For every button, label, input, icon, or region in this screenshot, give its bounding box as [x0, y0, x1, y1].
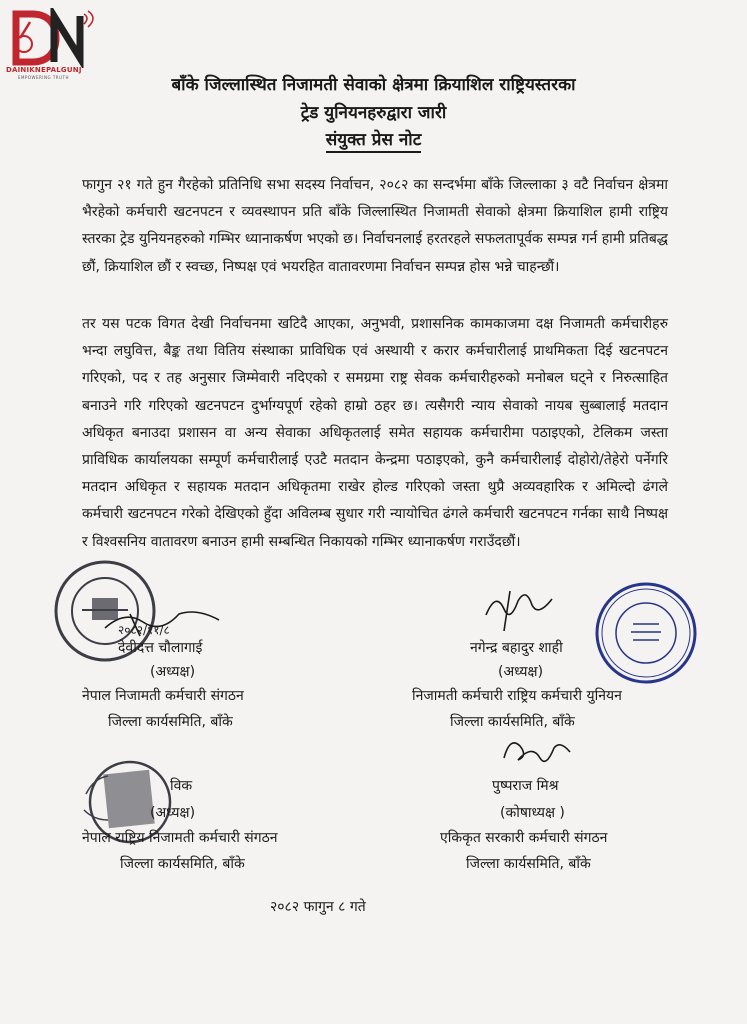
signatory-3-org: नेपाल राष्ट्रिय निजामती कर्मचारी संगठन	[82, 830, 278, 846]
signature-4-icon	[498, 730, 578, 768]
signatory-1-role: (अध्यक्ष)	[150, 664, 196, 680]
document-date: २०८२ फागुन ८ गते	[270, 899, 366, 915]
logo-mark-icon	[4, 8, 96, 68]
header-title-text: संयुक्त प्रेस नोट	[326, 130, 422, 153]
signatory-1-unit: जिल्ला कार्यसमिति, बाँके	[108, 714, 233, 730]
signatory-4-role: (कोषाध्यक्ष )	[500, 805, 565, 821]
signatory-2-name: नगेन्द्र बहादुर शाही	[470, 640, 563, 656]
signatory-4-name: पुष्पराज मिश्र	[492, 778, 559, 794]
signatory-1-date: २०८२/११/८	[118, 623, 170, 637]
signatory-1-org: नेपाल निजामती कर्मचारी संगठन	[82, 688, 244, 704]
logo-tagline: EMPOWERING TRUTH	[18, 75, 69, 80]
signatory-3-name: विक	[170, 778, 193, 794]
signatory-3-role: (अध्यक्ष)	[150, 805, 196, 821]
header-title	[0, 127, 747, 150]
body-paragraph-2: तर यस पटक विगत देखी निर्वाचनमा खटिदै आएका, अनुभवी, प्रशासनिक कामकाजमा दक्ष निजामती कर्मचारीहरु भन्दा लघुवित्त, बैङ्क तथा वितिय संस्थाका प्राविधिक एवं अस्थायी र करार कर्मचारीलाई प्राथमिकता दिई खटनपटन गरिएको, पद र तह अनुसार जिम्मेवारी नदिएको र समग्रमा राष्ट्र सेवक कर्मचारीहरुको मनोबल घट्ने र निरुत्साहित बनाउने गरि गरिएको खटनपटन दुर्भाग्यपूर्ण रहेको हाम्रो ठहर छ। त्यसैगरी न्याय सेवाको नायब सुब्बालाई मतदान अधिकृत बनाउदा प्रशासन वा अन्य सेवाका अधिकृतलाई समेत सहायक कर्मचारीमा पठाइएको, टेलिकम जस्ता प्राविधिक कार्यालयका सम्पूर्ण कर्मचारीलाई एउटै मतदान केन्द्रमा पठाइएको, कुनै कर्मचारीलाई दोहोरो/तेहेरो पर्नेगरि मतदान अधिकृत र सहायक मतदान अधिकृतमा राखेर होल्ड गरिएको जस्ता थुप्रै अव्यवहारिक र अमिल्दो ढंगले कर्मचारी खटनपटन गरेको देखिएको हुँदा अविलम्ब सुधार गरी न्यायोचित ढंगले कर्मचारी खटनपटन गर्नका साथै निष्पक्ष र विश्वसनिय वातावरण बनाउन हामी सम्बन्धित निकायको गम्भिर ध्यानाकर्षण गराउँदछौं।	[82, 316, 668, 550]
signatory-2-org: निजामती कर्मचारी राष्ट्रिय कर्मचारी युनियन	[412, 688, 622, 704]
body-paragraph-1: फागुन २१ गते हुन गैरहेको प्रतिनिधि सभा सदस्य निर्वाचन, २०८२ का सन्दर्भमा बाँके जिल्लाका ३ वटै निर्वाचन क्षेत्रमा भैरहेको कर्मचारी खटनपटन र व्यवस्थापन प्रति बाँके जिल्लास्थित निजामती सेवाको क्षेत्रमा क्रियाशिल हामी राष्ट्रिय स्तरका ट्रेड युनियनहरुको गम्भिर ध्यानाकर्षण भएको छ। निर्वाचनलाई हरतरहले सफलतापूर्वक सम्पन्न गर्न हामी प्रतिबद्ध छौं, क्रियाशिल छौं र स्वच्छ, निष्पक्ष एवं भयरहित वातावरणमा निर्वाचन सम्पन्न होस भन्ने चाहन्छौं।	[82, 177, 668, 275]
signature-2-icon	[480, 585, 560, 635]
header-line-2: ट्रेड युनियनहरुद्वारा जारी	[300, 103, 447, 123]
union-blue-stamp-icon	[593, 580, 699, 686]
signatory-2-role: (अध्यक्ष)	[498, 664, 544, 680]
header-line-1: बाँके जिल्लास्थित निजामती सेवाको क्षेत्रमा क्रियाशिल राष्ट्रियस्तरका	[171, 75, 576, 95]
logo-brand-text: DAINIKNEPALGUNJ	[6, 66, 82, 74]
signatory-2-unit: जिल्ला कार्यसमिति, बाँके	[450, 714, 575, 730]
signatory-4-org: एकिकृत सरकारी कर्मचारी संगठन	[440, 830, 608, 846]
dainik-nepalgunj-logo[interactable]	[4, 8, 96, 80]
signatory-1-name: देवीदत्त चौलागाई	[118, 640, 203, 656]
signatory-3-unit: जिल्ला कार्यसमिति, बाँके	[120, 856, 245, 872]
signatory-4-unit: जिल्ला कार्यसमिति, बाँके	[466, 856, 591, 872]
